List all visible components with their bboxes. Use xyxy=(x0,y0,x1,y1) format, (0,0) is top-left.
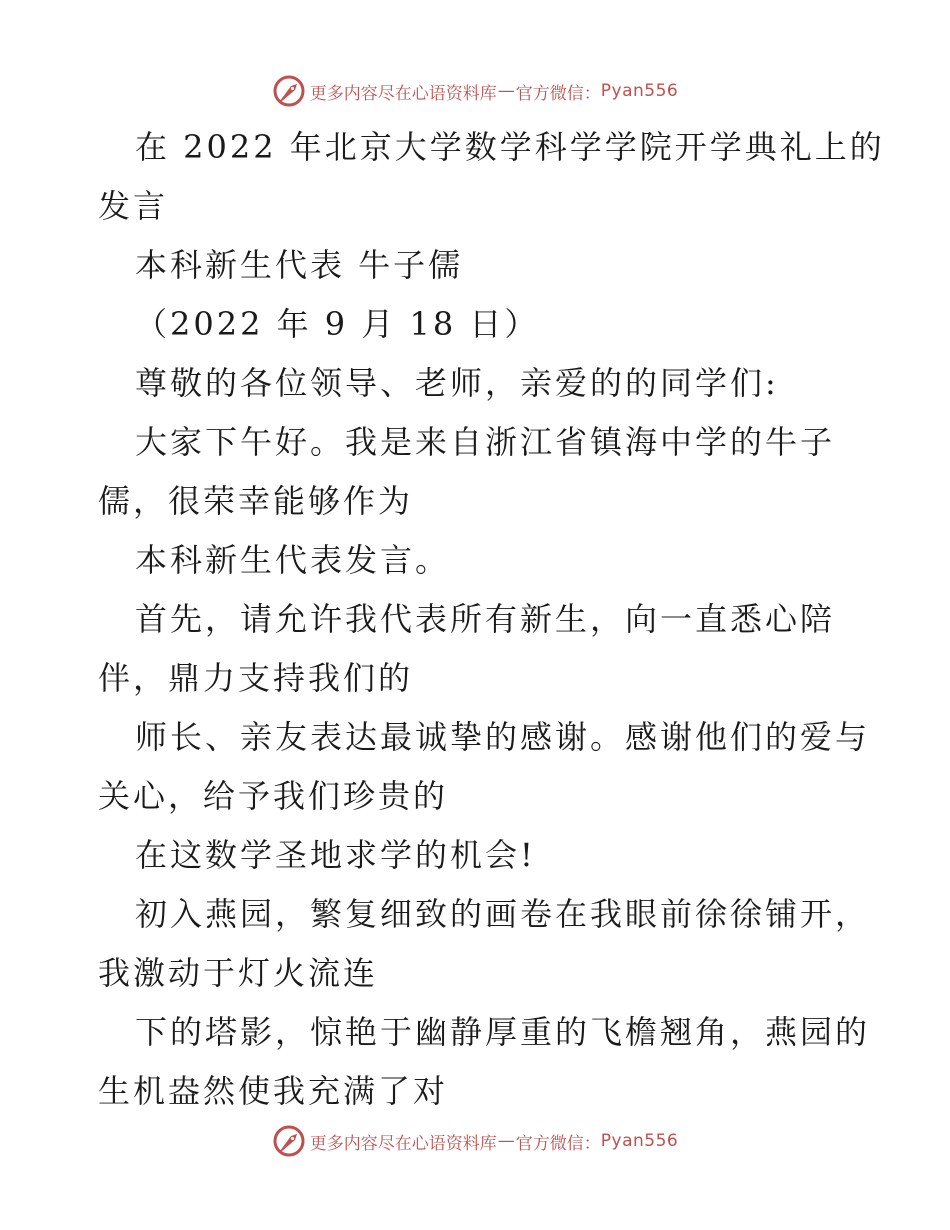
document-body xyxy=(98,123,885,1126)
doc-title-line-1: 在 2022 年北京大学数学科学学院开学典礼上的 xyxy=(135,128,885,166)
doc-paragraph-line: 在这数学圣地求学的机会! xyxy=(135,836,536,874)
pen-nib-logo-icon xyxy=(272,74,306,108)
banner-text: 更多内容尽在心语资料库 xyxy=(309,1133,497,1154)
footer-watermark-banner xyxy=(0,1121,950,1161)
doc-paragraph-line: 下的塔影，惊艳于幽静厚重的飞檐翘角，燕园的 xyxy=(135,1013,871,1051)
banner-wechat-id: Pyan556 xyxy=(600,1131,679,1151)
header-watermark-banner xyxy=(0,71,950,111)
doc-speaker: 本科新生代表 牛子儒 xyxy=(135,246,464,284)
doc-paragraph-line: 我激动于灯火流连 xyxy=(98,954,379,992)
doc-date: （2022 年 9 月 18 日） xyxy=(135,305,540,343)
doc-paragraph-line: 儒，很荣幸能够作为 xyxy=(98,482,414,520)
banner-text: 更多内容尽在心语资料库 xyxy=(309,83,497,104)
doc-greeting: 尊敬的各位领导、老师，亲爱的的同学们: xyxy=(135,364,779,402)
doc-paragraph-line: 生机盎然使我充满了对 xyxy=(98,1072,449,1110)
banner-dash: — xyxy=(497,81,515,101)
doc-title-line-2: 发言 xyxy=(98,187,169,225)
banner-wechat-id: Pyan556 xyxy=(600,81,679,101)
doc-paragraph-line: 初入燕园，繁复细致的画卷在我眼前徐徐铺开， xyxy=(135,895,871,933)
banner-official-label: 官方微信： xyxy=(515,1133,601,1154)
doc-paragraph-line: 伴，鼎力支持我们的 xyxy=(98,659,414,697)
doc-paragraph-line: 首先，请允许我代表所有新生，向一直悉心陪 xyxy=(135,600,836,638)
doc-paragraph-line: 大家下午好。我是来自浙江省镇海中学的牛子 xyxy=(135,423,836,461)
doc-paragraph-line: 关心，给予我们珍贵的 xyxy=(98,777,449,815)
banner-dash: — xyxy=(497,1131,515,1151)
banner-official-label: 官方微信： xyxy=(515,83,601,104)
doc-paragraph-line: 师长、亲友表达最诚挚的感谢。感谢他们的爱与 xyxy=(135,718,871,756)
pen-nib-logo-icon xyxy=(272,1124,306,1158)
doc-paragraph-line: 本科新生代表发言。 xyxy=(135,541,451,579)
